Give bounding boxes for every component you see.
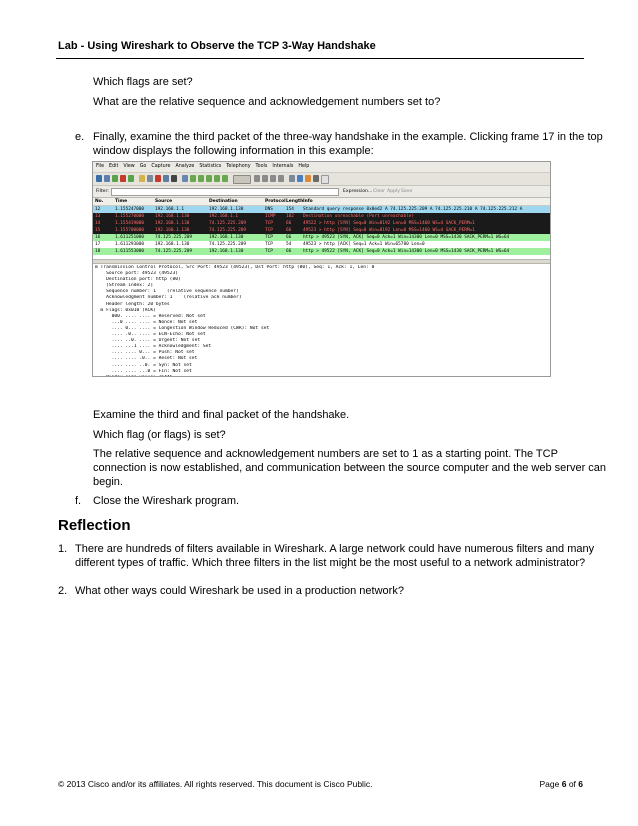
normal-size-icon[interactable]: [270, 175, 276, 182]
menu-item[interactable]: Statistics: [199, 164, 222, 169]
step-e-text-line2: window displays the following information in this example:: [93, 145, 374, 157]
packet-row[interactable]: [93, 234, 550, 241]
wireshark-menu-bar: [93, 162, 550, 172]
step-e-text-line1: Finally, examine the third packet of the three-way handshake in the example. Clicking frame 17 in the top: [93, 131, 603, 143]
packet-cell-time: 1.155419000: [115, 221, 145, 226]
packet-details: [93, 264, 550, 377]
stop-capture-icon[interactable]: [120, 175, 126, 182]
answer-line2: connection is now established, and communication between the source computer and the web server can: [93, 462, 607, 474]
detail-line[interactable]: Destination port: http (80): [95, 277, 181, 283]
packet-cell-len: 66: [286, 221, 292, 226]
go-forward-icon[interactable]: [198, 175, 204, 182]
packet-cell-proto: TCP: [265, 221, 273, 226]
reflection-q1-line1: There are hundreds of filters available in Wireshark. A large network could have numerous filters and many: [75, 543, 595, 555]
menu-item[interactable]: Tools: [255, 164, 268, 169]
menu-item[interactable]: View: [123, 164, 135, 169]
packet-list-header: [93, 198, 550, 206]
resize-columns-icon[interactable]: [278, 175, 284, 182]
packet-cell-no: 18: [95, 249, 101, 254]
packet-cell-proto: DNS: [265, 207, 273, 212]
last-packet-icon[interactable]: [222, 175, 228, 182]
menu-item[interactable]: Internals: [272, 164, 294, 169]
examine-instruction: Examine the third and final packet of the handshake.: [93, 409, 350, 421]
first-packet-icon[interactable]: [214, 175, 220, 182]
detail-line[interactable]: .... ...1 .... = Acknowledgment: Set: [95, 344, 212, 350]
detail-line[interactable]: ⊟ Flags: 0x010 (ACK): [95, 307, 156, 313]
packet-row[interactable]: [93, 241, 550, 248]
help-icon[interactable]: [321, 175, 329, 184]
detail-line[interactable]: .... .... ...0 = Fin: Not set: [95, 368, 192, 374]
interfaces-icon[interactable]: [96, 175, 102, 182]
col-destination[interactable]: Destination: [209, 199, 238, 204]
packet-cell-len: 66: [286, 235, 292, 240]
start-capture-icon[interactable]: [112, 175, 118, 182]
packet-cell-src: 74.125.225.209: [155, 249, 193, 254]
packet-cell-time: 1.155247000: [115, 207, 145, 212]
packet-cell-len: 154: [286, 207, 294, 212]
detail-line[interactable]: .... .... 0... = Push: Not set: [95, 350, 195, 356]
col-protocol[interactable]: Protocol: [265, 199, 286, 204]
step-f-marker: f.: [75, 495, 82, 507]
go-back-icon[interactable]: [190, 175, 196, 182]
packet-cell-len: 54: [286, 242, 292, 247]
open-file-icon[interactable]: [139, 175, 145, 182]
clear-button[interactable]: Clear: [373, 189, 386, 194]
answer-line1: The relative sequence and acknowledgement numbers are set to 1 as a starting point. The TCP: [93, 448, 558, 460]
col-source[interactable]: Source: [155, 199, 173, 204]
packet-cell-time: 1.155700000: [115, 228, 145, 233]
filter-input[interactable]: [111, 188, 339, 196]
reflection-q2-number: 2.: [58, 585, 68, 597]
filter-label: Filter:: [96, 189, 109, 194]
packet-cell-len: 66: [286, 228, 292, 233]
packet-cell-src: 192.168.1.1: [155, 207, 185, 212]
packet-row[interactable]: [93, 206, 550, 213]
packet-cell-info: http > 49523 [SYN, ACK] Seq=0 Ack=1 Win=14300 Len=0 MSS=1430 SACK_PERM=1 WS=64: [303, 235, 510, 240]
apply-button[interactable]: Apply: [387, 189, 400, 194]
go-to-packet-icon[interactable]: [206, 175, 212, 182]
detail-line[interactable]: .... .0.. .... = ECN-Echo: Not set: [95, 332, 206, 338]
packet-row[interactable]: [93, 248, 550, 255]
save-filter-button[interactable]: Save: [401, 189, 413, 194]
question-which-flag: Which flag (or flags) is set?: [93, 429, 226, 441]
detail-line[interactable]: .... ..0. .... = Urgent: Not set: [95, 338, 201, 344]
print-icon[interactable]: [171, 175, 177, 182]
packet-cell-no: 16: [95, 235, 101, 240]
col-info[interactable]: Info: [303, 199, 313, 204]
packet-cell-info: 49522 > http [SYN] Seq=0 Win=8192 Len=0 MSS=1460 WS=4 SACK_PERM=1: [303, 221, 475, 226]
packet-cell-dst: 192.168.1.130: [209, 235, 244, 240]
restart-capture-icon[interactable]: [128, 175, 134, 182]
menu-item[interactable]: Capture: [151, 164, 171, 169]
wireshark-screenshot: [92, 161, 551, 377]
header-rule: [56, 58, 584, 59]
reload-icon[interactable]: [163, 175, 169, 182]
packet-cell-dst: 192.168.1.1: [209, 214, 239, 219]
packet-cell-src: 192.168.1.130: [155, 214, 190, 219]
detail-line[interactable]: 000. .... .... = Reserved: Not set: [95, 313, 206, 319]
packet-cell-dst: 74.125.225.209: [209, 221, 247, 226]
capture-filters-icon[interactable]: [289, 175, 295, 182]
menu-item[interactable]: File: [96, 164, 105, 169]
reflection-q1-number: 1.: [58, 543, 68, 555]
detail-line[interactable]: [Stream index: 2]: [95, 283, 154, 289]
detail-line[interactable]: .... 0... .... = Congestion Window Reduced (CWR): Not set: [95, 325, 270, 331]
menu-item[interactable]: Edit: [109, 164, 119, 169]
packet-cell-dst: 192.168.1.130: [209, 207, 244, 212]
packet-cell-time: 1.611293000: [115, 242, 145, 247]
menu-item[interactable]: Go: [139, 164, 147, 169]
packet-cell-time: 1.155270000: [115, 214, 145, 219]
packet-cell-src: 192.168.1.130: [155, 221, 190, 226]
packet-cell-no: 17: [95, 242, 101, 247]
detail-line[interactable]: ⊟ Transmission Control Protocol, Src Port: 49523 (49523), Dst Port: http (80), Seq: 1, Ack: 1, Len: 0: [95, 265, 375, 270]
packet-cell-len: 182: [286, 214, 294, 219]
detail-line[interactable]: [93, 375, 550, 377]
colorize-icon[interactable]: [233, 175, 251, 184]
packet-cell-dst: 192.168.1.130: [209, 249, 244, 254]
packet-row[interactable]: [93, 227, 550, 234]
coloring-rules-icon[interactable]: [305, 175, 311, 182]
menu-item[interactable]: Help: [298, 164, 310, 169]
packet-cell-no: 13: [95, 214, 101, 219]
zoom-in-icon[interactable]: [254, 175, 260, 182]
packet-cell-len: 66: [286, 249, 292, 254]
footer-copyright: © 2013 Cisco and/or its affiliates. All rights reserved. This document is Cisco Public.: [58, 779, 373, 789]
filter-bar: [93, 186, 550, 198]
detail-line[interactable]: Acknowledgment number: 1 (relative ack number): [95, 295, 242, 301]
close-file-icon[interactable]: [155, 175, 161, 182]
packet-cell-no: 12: [95, 207, 101, 212]
document-header: Lab - Using Wireshark to Observe the TCP 3-Way Handshake: [58, 40, 376, 52]
packet-cell-dst: 74.125.225.209: [209, 242, 247, 247]
packet-cell-no: 14: [95, 221, 101, 226]
reflection-heading: Reflection: [58, 517, 131, 534]
packet-cell-info: 49523 > http [SYN] Seq=0 Win=8192 Len=0 MSS=1460 WS=4 SACK_PERM=1: [303, 228, 475, 233]
packet-cell-src: 192.168.1.130: [155, 228, 190, 233]
packet-cell-src: 192.168.1.130: [155, 242, 190, 247]
packet-cell-proto: TCP: [265, 235, 273, 240]
packet-cell-proto: TCP: [265, 249, 273, 254]
detail-line[interactable]: .... .... .0.. = Reset: Not set: [95, 356, 198, 362]
menu-item[interactable]: Telephony: [226, 164, 251, 169]
packet-cell-proto: TCP: [265, 242, 273, 247]
question-flags: Which flags are set?: [93, 76, 193, 88]
packet-cell-info: http > 49522 [SYN, ACK] Seq=0 Ack=1 Win=14300 Len=0 MSS=1430 SACK_PERM=1 WS=64: [303, 249, 510, 254]
packet-cell-src: 74.125.225.209: [155, 235, 193, 240]
footer-page-number: Page 6 of 6: [539, 779, 583, 789]
detail-line[interactable]: ...0 .... .... = Nonce: Not set: [95, 319, 198, 325]
packet-cell-info: Destination unreachable (Port unreachable): [303, 214, 415, 219]
save-file-icon[interactable]: [147, 175, 153, 182]
find-icon[interactable]: [182, 175, 188, 182]
detail-line[interactable]: .... .... ..0. = Syn: Not set: [95, 362, 192, 368]
packet-row[interactable]: [93, 220, 550, 227]
reflection-q2-text: What other ways could Wireshark be used in a production network?: [75, 585, 404, 597]
col-length[interactable]: Length: [286, 199, 304, 204]
options-icon[interactable]: [104, 175, 110, 182]
packet-list: [93, 206, 550, 255]
zoom-out-icon[interactable]: [262, 175, 268, 182]
detail-line[interactable]: Sequence number: 1 (relative sequence number): [95, 289, 239, 295]
preferences-icon[interactable]: [313, 175, 319, 182]
packet-cell-info: 49523 > http [ACK] Seq=1 Ack=1 Win=65780 Len=0: [303, 242, 425, 247]
packet-cell-no: 15: [95, 228, 101, 233]
packet-cell-dst: 74.125.225.209: [209, 228, 247, 233]
packet-cell-proto: ICMP: [265, 214, 276, 219]
packet-cell-time: 1.611251000: [115, 235, 145, 240]
detail-line[interactable]: Header length: 20 bytes: [95, 301, 170, 307]
menu-item[interactable]: Analyze: [175, 164, 195, 169]
col-time[interactable]: Time: [115, 199, 128, 204]
detail-line[interactable]: Source port: 49523 (49523): [95, 271, 178, 277]
packet-cell-time: 1.611553000: [115, 249, 145, 254]
question-seq-ack: What are the relative sequence and acknowledgement numbers set to?: [93, 96, 441, 108]
packet-cell-proto: TCP: [265, 228, 273, 233]
packet-row[interactable]: [93, 213, 550, 220]
display-filters-icon[interactable]: [297, 175, 303, 182]
step-f-text: Close the Wireshark program.: [93, 495, 240, 507]
reflection-q1-line2: different types of traffic. Which three filters in the list might be the most useful to a network administrator?: [75, 557, 586, 569]
packet-cell-info: Standard query response 0x0ed2 A 74.125.225.209 A 74.125.225.210 A 74.125.225.212 A: [303, 207, 523, 212]
answer-line3: begin.: [93, 476, 123, 488]
step-e-marker: e.: [75, 131, 85, 143]
expression-button[interactable]: Expression...: [343, 189, 373, 194]
col-no[interactable]: No.: [95, 199, 104, 204]
wireshark-toolbar: [93, 172, 550, 186]
